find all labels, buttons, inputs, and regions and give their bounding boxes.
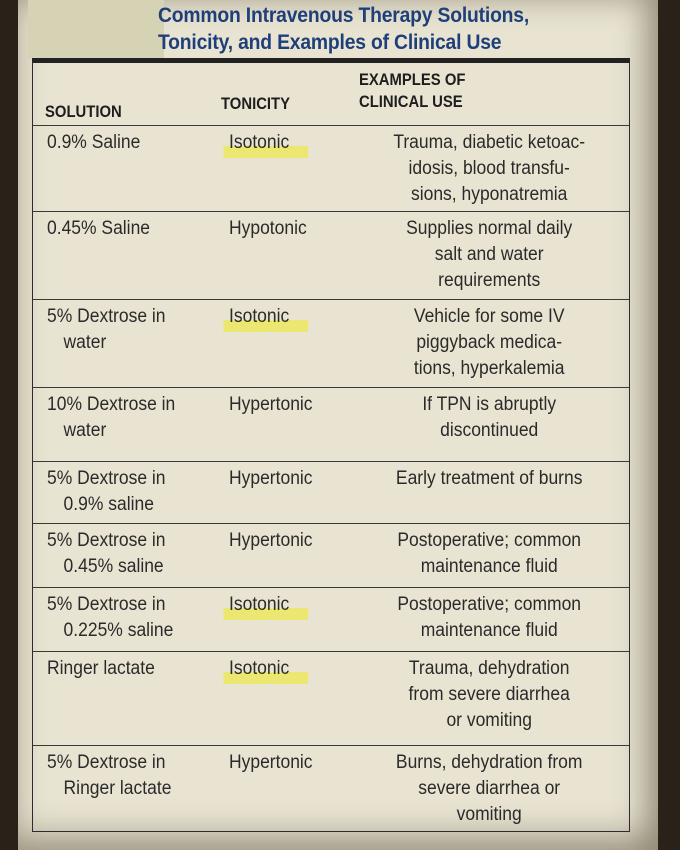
- header-examples-line-1: EXAMPLES OF: [359, 71, 466, 89]
- solution-text: 5% Dextrose in: [47, 594, 166, 615]
- solution-text: 10% Dextrose in: [47, 394, 176, 415]
- example-text: sions, hyponatremia: [410, 184, 568, 205]
- table-row: [33, 745, 629, 841]
- solution-text: 0.45% Saline: [47, 218, 151, 239]
- example-text: salt and water: [434, 244, 544, 265]
- example-text: Burns, dehydration from: [395, 752, 583, 773]
- tonicity-text: Hypotonic: [229, 218, 307, 239]
- tonicity-cell: [229, 130, 358, 156]
- examples-cell: [365, 592, 613, 644]
- header-tonicity: TONICITY: [221, 95, 291, 113]
- solution-cell: [47, 750, 208, 802]
- table-title: [158, 2, 600, 56]
- example-text: Postoperative; common: [397, 594, 582, 615]
- example-text: maintenance fluid: [420, 620, 558, 641]
- solution-text: water: [63, 332, 107, 353]
- solution-text: 5% Dextrose in: [47, 752, 166, 773]
- header-examples-line-2: CLINICAL USE: [359, 93, 463, 111]
- tonicity-text: Hypertonic: [229, 394, 313, 415]
- tonicity-cell: [229, 656, 358, 682]
- tonicity-text: Hypertonic: [229, 468, 313, 489]
- tonicity-cell: [229, 528, 358, 554]
- header-solution: SOLUTION: [45, 103, 122, 121]
- table-row: [33, 651, 629, 745]
- example-text: severe diarrhea or: [418, 778, 561, 799]
- tonicity-text: Isotonic: [229, 132, 290, 153]
- solution-text: 0.45% saline: [63, 556, 164, 577]
- tonicity-text: Hypertonic: [229, 530, 313, 551]
- table-row: [33, 125, 629, 211]
- tonicity-cell: [229, 216, 358, 242]
- tonicity-text: Hypertonic: [229, 752, 313, 773]
- solution-cell: [47, 130, 208, 156]
- example-text: discontinued: [440, 420, 539, 441]
- example-text: Vehicle for some IV: [413, 306, 565, 327]
- solution-text: 5% Dextrose in: [47, 530, 166, 551]
- solution-cell: [47, 216, 208, 242]
- examples-cell: [365, 392, 613, 444]
- example-text: idosis, blood transfu-: [408, 158, 570, 179]
- examples-cell: [365, 528, 613, 580]
- example-text: Postoperative; common: [397, 530, 582, 551]
- textbook-page: [18, 0, 658, 850]
- tonicity-text: Isotonic: [229, 594, 290, 615]
- solution-text: water: [63, 420, 107, 441]
- tonicity-text: Isotonic: [229, 658, 290, 679]
- examples-cell: [365, 750, 613, 828]
- solution-cell: [47, 304, 208, 356]
- example-text: or vomiting: [446, 710, 532, 731]
- example-text: maintenance fluid: [420, 556, 558, 577]
- header-examples: [359, 69, 465, 113]
- tonicity-cell: [229, 466, 358, 492]
- table-row: [33, 461, 629, 523]
- tonicity-cell: [229, 392, 358, 418]
- solution-text: 5% Dextrose in: [47, 306, 166, 327]
- solution-cell: [47, 528, 208, 580]
- example-text: Trauma, diabetic ketoac-: [393, 132, 586, 153]
- solution-text: 0.9% Saline: [47, 132, 141, 153]
- example-text: Supplies normal daily: [406, 218, 573, 239]
- examples-cell: [365, 466, 613, 492]
- example-text: If TPN is abruptly: [422, 394, 557, 415]
- table-row: [33, 587, 629, 651]
- examples-cell: [365, 304, 613, 382]
- example-text: requirements: [438, 270, 541, 291]
- example-text: vomiting: [456, 804, 522, 825]
- table-row: [33, 387, 629, 461]
- examples-cell: [365, 216, 613, 294]
- example-text: from severe diarrhea: [408, 684, 570, 705]
- table-row: [33, 211, 629, 299]
- tonicity-cell: [229, 304, 358, 330]
- tonicity-text: Isotonic: [229, 306, 290, 327]
- solution-cell: [47, 592, 208, 644]
- page-tab-strip: [28, 0, 164, 58]
- solution-cell: [47, 656, 208, 682]
- iv-solutions-table: [32, 58, 630, 832]
- title-line-1: Common Intravenous Therapy Solutions,: [158, 4, 530, 27]
- example-text: piggyback medica-: [416, 332, 563, 353]
- solution-cell: [47, 466, 208, 518]
- solution-text: 5% Dextrose in: [47, 468, 166, 489]
- examples-cell: [365, 130, 613, 208]
- solution-cell: [47, 392, 208, 444]
- examples-cell: [365, 656, 613, 734]
- solution-text: 0.225% saline: [63, 620, 174, 641]
- tonicity-cell: [229, 592, 358, 618]
- solution-text: Ringer lactate: [47, 658, 155, 679]
- example-text: Trauma, dehydration: [408, 658, 570, 679]
- solution-text: Ringer lactate: [63, 778, 172, 799]
- solution-text: 0.9% saline: [63, 494, 154, 515]
- example-text: tions, hyperkalemia: [413, 358, 565, 379]
- example-text: Early treatment of burns: [395, 468, 583, 489]
- table-body: [33, 125, 629, 841]
- table-header: [33, 63, 629, 125]
- tonicity-cell: [229, 750, 358, 776]
- title-line-2: Tonicity, and Examples of Clinical Use: [158, 31, 502, 54]
- table-row: [33, 299, 629, 387]
- table-row: [33, 523, 629, 587]
